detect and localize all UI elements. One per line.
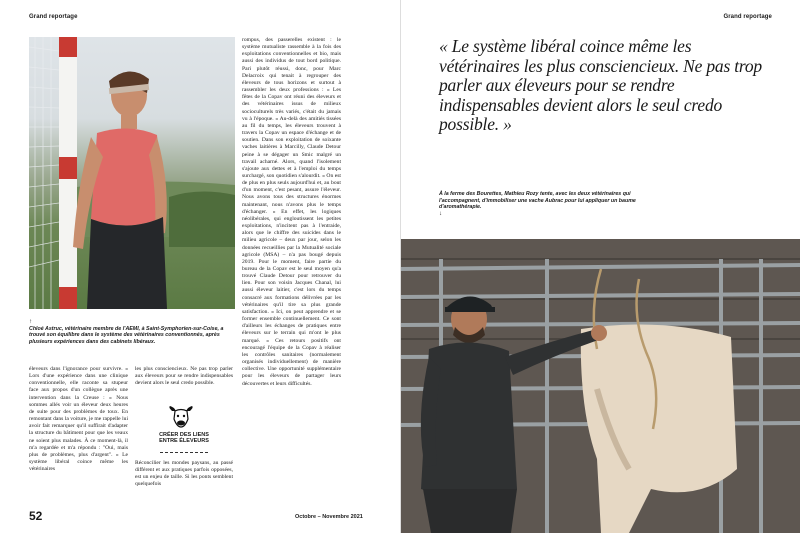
photo-caption-left (29, 319, 239, 345)
photo-caption-right (439, 191, 654, 217)
article-column-c: rompus, des passerelles existent : le système mutualiste rassemble à la fois des exploitations conventionnelles et bio, mais aussi des individus de tout bord politique. Pari plutôt réussi, donc, pour Marc Delacroix qui tenait à regrouper des éleveurs de tous horizons et surtout à rassembler les deux professions : « Les fêtes de la Copav ont réuni des éleveurs et des vétérinaires issus de milieux socioculturels très variés, c'était du jamais vu à l'époque. » Au-delà des amitiés tissées au fil du temps, les éleveurs trouvent à travers la Copav un espace d'échange et de soutien. Dans son exploitation de soixante vaches laitières à Marcilly, Claude Detour peine à se dégager un Smic malgré un travail acharné. Alors, quand l'isolement s'ajoute aux dettes et à l'emploi du temps surchargé, son quotidien s'alourdit. « On est de plus en plus seuls aujourd'hui et, au bout d'un moment, c'est pesant, assure l'éleveur. Nous avons tous des structures énormes maintenant, nous n'avons plus le temps d'échanger. » En effet, les logiques néolibérales, qui engloutissent les petites exploitations, n'incitent pas à l'entraide, alors que le chiffre des suicides dans le milieu agricole – deux par jour, selon les données recueillies par la Mutualité sociale agricole (MSA) – n'a pas bougé depuis 2019. Pour le moment, faire partie du bureau de la Copav est le seul moyen qu'a trouvé Claude Detour pour retrouver du lien. Pour son voisin Jacques Chanal, lui aussi éleveur laitier, c'est lors du temps consacré aux formations délivrées par les vétérinaires qu'il tire sa plus grande satisfaction. « Ici, on peut apprendre et se former ensemble continuellement. Ce sont d'ailleurs les échanges de pratiques entre éleveurs sur le terrain qui m'ont le plus marqué. » Ces retours positifs ont encouragé l'équipe de la Copav à réaliser les contrôles sanitaires (normalement organisés individuellement) de manière collective. Une opportunité supplémentaire pour les éleveurs de partager leurs découvertes et leurs difficultés. (242, 37, 341, 387)
subheading-line-1: CRÉER DES LIENS (159, 432, 209, 438)
right-page (400, 0, 800, 533)
issue-date: Octobre – Novembre 2021 (295, 514, 363, 520)
caption-marker-up: ↑ (29, 319, 32, 325)
article-column-a: éleveurs dans l'ignorance pour survivre. » Lors d'une expérience dans une clinique conventionnelle, elle raconte sa stupeur face aux propos d'un collègue après une intervention dans la Creuse : « Nous sommes allés voir un éleveur deux heures de suite pour des problèmes de toux. En remontant dans la voiture, je me rappelle lui avoir fait remarquer qu'il suffirait d'adapter la structure du bâtiment pour que les veaux ne soient plus malades. À ce moment-là, il m'a regardée et m'a répondu : "Oui, mais plus de problèmes, plus d'argent". » Le système libéral coince même les vétérinaires (29, 366, 128, 473)
pull-quote: « Le système libéral coince même les vétérinaires les plus consciencieux. Ne pas trop parler aux éleveurs pour se rendre indispensables devient alors le seul credo possible. » (439, 36, 762, 134)
article-column-b2: Réconcilier les mondes paysans, au passé différent et aux pratiques parfois opposées, est un enjeu de taille. Si les ponts semblent quelquefois (135, 460, 233, 488)
subheading-rule (160, 452, 208, 453)
subheading-line-2: ENTRE ÉLEVEURS (159, 438, 209, 445)
subheading (135, 432, 233, 445)
cow-head-icon (166, 405, 196, 429)
caption-marker-down: ↓ (439, 210, 442, 217)
caption-text-right: À la ferme des Bourettes, Mathieu Rozy tente, avec les deux vétérinaires qui l'accompagnent, d'immobiliser une vache Aubrac pour lui appliquer un baume d'aromathérapie. (439, 191, 636, 211)
caption-text-left: Chloé Astruc, vétérinaire membre de l'AEMI, à Saint-Symphorien-sur-Coise, a trouvé son équilibre dans le système des vétérinaires conventionnés, après plusieurs expériences dans des cabinets libéraux. (29, 325, 224, 345)
section-label-right: Grand reportage (723, 14, 772, 20)
section-label-left: Grand reportage (29, 14, 78, 20)
article-column-b: les plus consciencieux. Ne pas trop parler aux éleveurs pour se rendre indispensables devient alors le seul credo possible. (135, 366, 233, 387)
photo-farmer-cow (401, 239, 800, 533)
page-number: 52 (29, 509, 43, 523)
photo-veterinarian (29, 37, 235, 309)
